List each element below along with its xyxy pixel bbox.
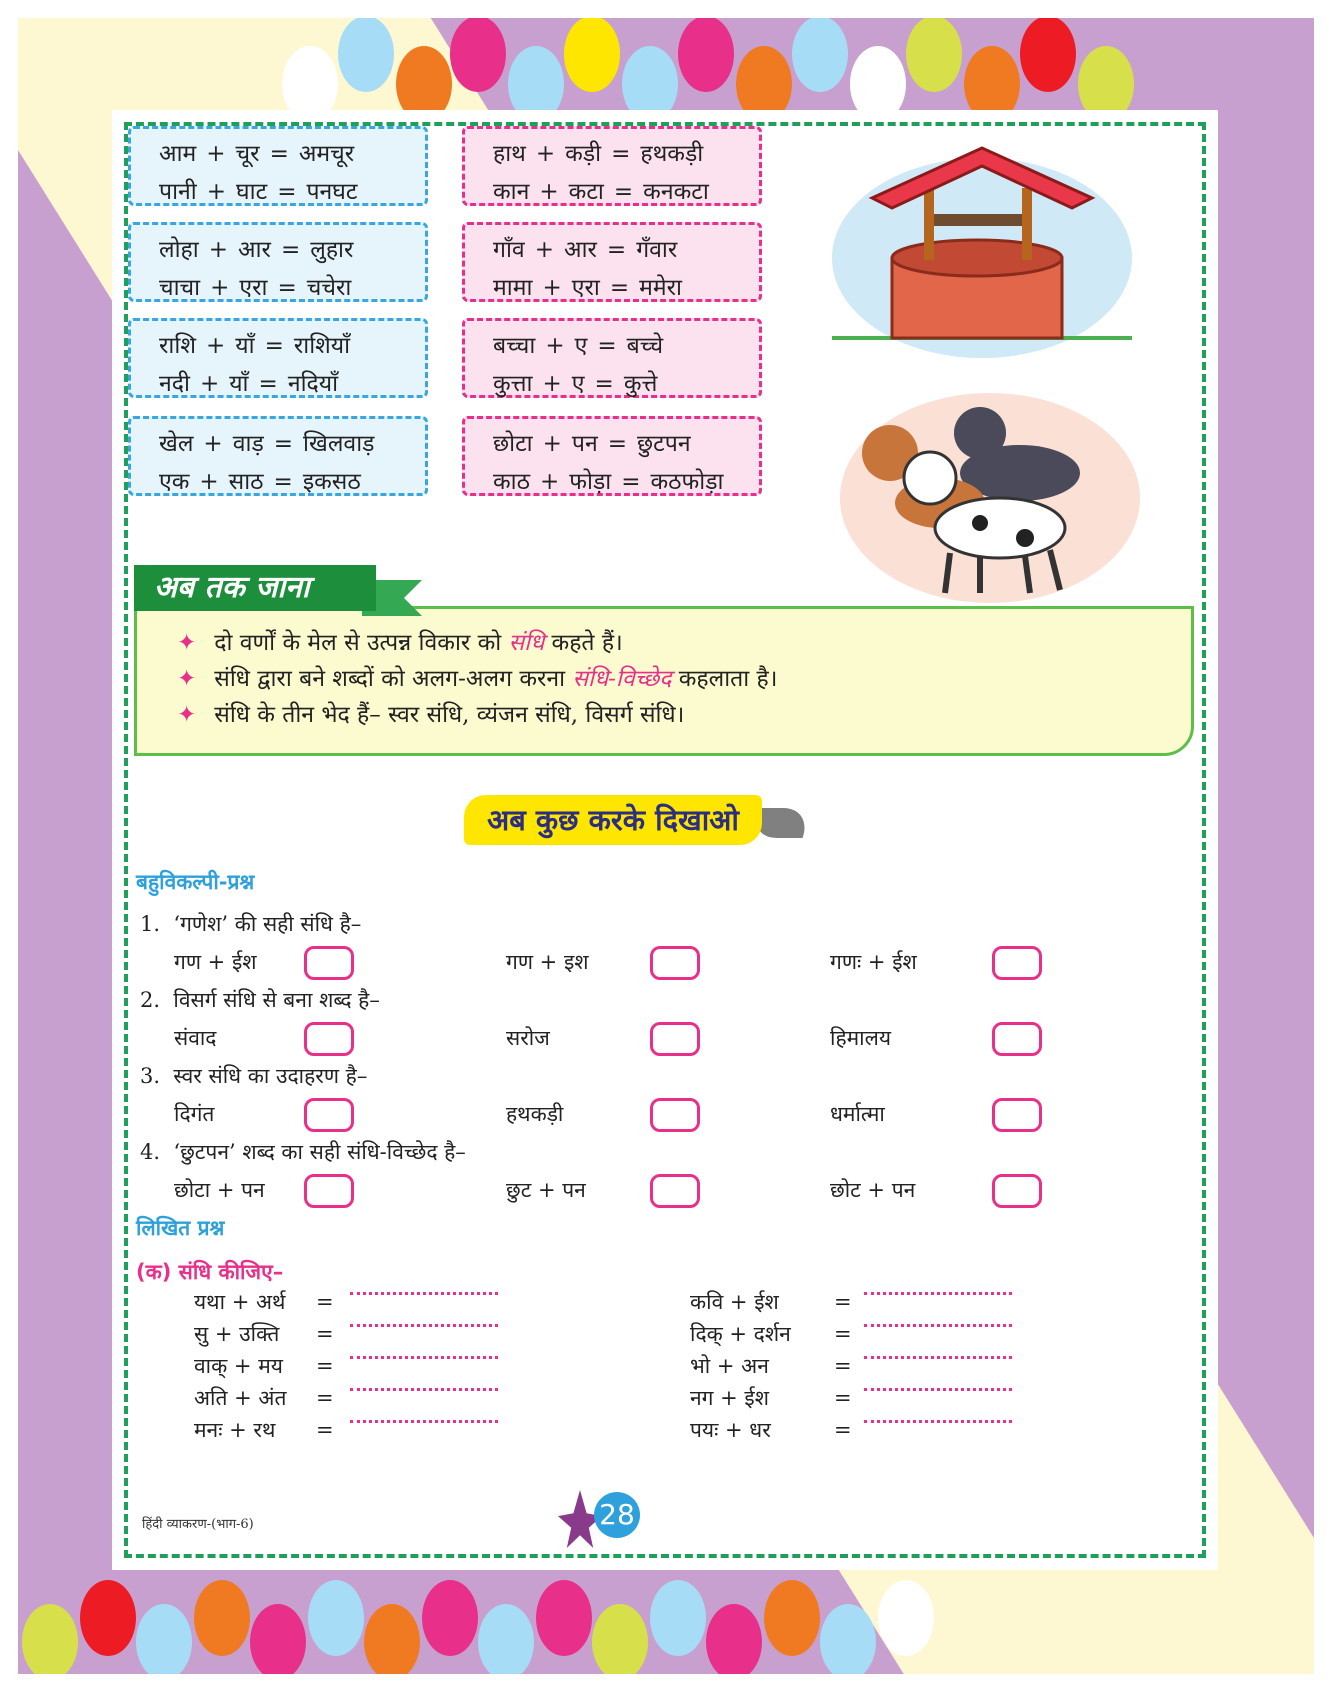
option-label: हथकड़ी — [506, 1102, 564, 1126]
result-word: गँवार — [636, 237, 678, 263]
decor-dot — [364, 1604, 420, 1674]
word-box — [128, 416, 428, 496]
option-label: हिमालय — [830, 1026, 892, 1050]
worksheet-page — [112, 110, 1218, 1570]
answer-box[interactable] — [304, 1098, 354, 1132]
decor-dot — [650, 1580, 706, 1656]
activity-banner: अब कुछ करके दिखाओ — [464, 795, 762, 845]
equals-sign: = — [273, 469, 293, 495]
word-line — [159, 231, 415, 269]
fill-prompt: मनः + रथ — [194, 1418, 276, 1442]
answer-blank[interactable] — [864, 1324, 1012, 1327]
word: पन — [571, 431, 598, 457]
answer-blank[interactable] — [864, 1420, 1012, 1423]
word-line — [159, 365, 415, 403]
recap-box — [134, 606, 1194, 756]
well-rim — [892, 240, 1062, 276]
equals-sign: = — [269, 141, 289, 167]
written-subheading: (क) संधि कीजिए– — [136, 1260, 284, 1284]
result-word: कनकटा — [643, 179, 709, 205]
word: वाड़ — [232, 431, 264, 457]
word-line — [493, 327, 749, 365]
word: कान — [493, 179, 530, 205]
plus-sign: + — [203, 431, 223, 457]
word-line — [493, 463, 749, 501]
question-number: 1. — [140, 912, 161, 936]
recap-title: अब तक जाना — [134, 565, 376, 611]
decor-dot — [478, 1604, 534, 1674]
word-line — [493, 425, 749, 463]
decor-dot — [706, 1604, 762, 1674]
word-box — [128, 222, 428, 302]
word: मामा — [493, 275, 533, 301]
word: बच्चा — [493, 333, 536, 359]
plus-sign: + — [534, 237, 554, 263]
question — [140, 986, 380, 1014]
equals-sign: = — [264, 333, 284, 359]
plus-sign: + — [542, 431, 562, 457]
word: चूर — [235, 141, 260, 167]
answer-box[interactable] — [304, 1174, 354, 1208]
equals-sign: = — [834, 1354, 852, 1378]
equals-sign: = — [597, 333, 617, 359]
option-label: छोटा + पन — [174, 1178, 265, 1202]
equals-sign: = — [273, 431, 294, 457]
result-word: अमचूर — [298, 141, 355, 167]
option-label: छुट + पन — [506, 1178, 586, 1202]
equals-sign: = — [621, 469, 641, 495]
result-word: कुत्ते — [623, 371, 658, 397]
equals-sign: = — [834, 1386, 852, 1410]
star-bullet-icon: ✦ — [177, 702, 197, 728]
plus-sign: + — [542, 275, 562, 301]
decor-dot — [422, 1580, 478, 1656]
answer-box[interactable] — [650, 946, 700, 980]
option-label: दिगंत — [174, 1102, 215, 1126]
equals-sign: = — [280, 237, 301, 263]
word: आर — [238, 237, 271, 263]
equals-sign: = — [316, 1322, 334, 1346]
fill-prompt: कवि + ईश — [690, 1290, 779, 1314]
dog-body-white — [935, 498, 1065, 558]
question-text: विसर्ग संधि से बना शब्द है– — [173, 988, 380, 1012]
decor-dot — [536, 1580, 592, 1656]
word: एरा — [571, 275, 600, 301]
fill-prompt: अति + अंत — [194, 1386, 287, 1410]
decor-dot — [1020, 18, 1076, 92]
mcq-heading: बहुविकल्पी-प्रश्न — [136, 870, 255, 894]
page-number: 28 — [594, 1492, 640, 1538]
word: चाचा — [159, 275, 201, 301]
well-post — [1022, 188, 1032, 260]
word-line — [493, 135, 749, 173]
equals-sign: = — [316, 1386, 334, 1410]
equals-sign: = — [607, 431, 628, 457]
decor-dot — [820, 1604, 876, 1674]
equals-sign: = — [316, 1290, 334, 1314]
option-label: गण + इश — [506, 950, 589, 974]
star-bullet-icon: ✦ — [177, 666, 197, 692]
word-box — [462, 318, 762, 398]
plus-sign: + — [199, 469, 219, 495]
decor-dot — [764, 1580, 820, 1656]
decor-dot — [308, 1580, 364, 1656]
word-box — [462, 416, 762, 496]
option-label: छोट + पन — [830, 1178, 916, 1202]
decor-dot — [80, 1580, 136, 1656]
decor-dot — [592, 1604, 648, 1674]
recap-text: कहलाता है। — [678, 666, 778, 692]
recap-text: संधि द्वारा बने शब्दों को अलग-अलग करना — [214, 666, 566, 692]
word: खेल — [159, 431, 194, 457]
result-word: हथकड़ी — [640, 141, 704, 167]
answer-blank[interactable] — [350, 1388, 498, 1391]
answer-box[interactable] — [992, 946, 1042, 980]
decor-dot — [878, 1580, 934, 1656]
answer-box[interactable] — [992, 1022, 1042, 1056]
word: नदी — [159, 371, 190, 397]
answer-blank[interactable] — [864, 1292, 1012, 1295]
word: छोटा — [493, 431, 533, 457]
result-word: चचेरा — [306, 275, 352, 301]
fill-prompt: दिक् + दर्शन — [690, 1322, 791, 1346]
well-post — [924, 188, 934, 260]
book-title: हिंदी व्याकरण-(भाग-6) — [142, 1517, 254, 1532]
fill-prompt: नग + ईश — [690, 1386, 770, 1410]
fill-prompt: यथा + अर्थ — [194, 1290, 286, 1314]
equals-sign: = — [316, 1418, 334, 1442]
answer-blank[interactable] — [864, 1356, 1012, 1359]
answer-box[interactable] — [304, 1022, 354, 1056]
equals-sign: = — [594, 371, 614, 397]
word-box — [462, 222, 762, 302]
answer-box[interactable] — [650, 1174, 700, 1208]
answer-box[interactable] — [992, 1174, 1042, 1208]
recap-term: संधि — [508, 630, 545, 656]
answer-blank[interactable] — [864, 1388, 1012, 1391]
equals-sign: = — [277, 275, 297, 301]
word-line — [159, 425, 415, 463]
equals-sign: = — [611, 141, 631, 167]
question-number: 4. — [140, 1140, 161, 1164]
star-bullet-icon: ✦ — [177, 630, 197, 656]
decor-dot — [678, 18, 734, 92]
option-label: गणः + ईश — [830, 950, 917, 974]
word-line — [159, 327, 415, 365]
question-number: 3. — [140, 1064, 161, 1088]
result-word: खिलवाड़ — [303, 431, 375, 457]
word: साठ — [228, 469, 264, 495]
equals-sign: = — [834, 1322, 852, 1346]
word: लोहा — [159, 237, 199, 263]
word: एक — [159, 469, 190, 495]
fill-prompt: सु + उक्ति — [194, 1322, 280, 1346]
word: घाट — [236, 179, 268, 205]
recap-point — [177, 697, 684, 729]
dog-head-gray — [954, 407, 1006, 459]
word-box — [128, 126, 428, 206]
answer-box[interactable] — [992, 1098, 1042, 1132]
word: राशि — [159, 333, 196, 359]
equals-sign: = — [834, 1290, 852, 1314]
word-box — [128, 318, 428, 398]
word-line — [493, 269, 749, 307]
result-word: कठफोड़ा — [650, 469, 724, 495]
option-label: सरोज — [506, 1026, 550, 1050]
plus-sign: + — [205, 333, 226, 359]
decor-dot — [22, 1604, 78, 1674]
word: कड़ी — [565, 141, 602, 167]
question-text: ‘छुटपन’ शब्द का सही संधि-विच्छेद है– — [173, 1140, 466, 1164]
plus-sign: + — [545, 333, 565, 359]
equals-sign: = — [316, 1354, 334, 1378]
plus-sign: + — [539, 179, 559, 205]
equals-sign: = — [277, 179, 297, 205]
well-roller — [934, 214, 1022, 226]
plus-sign: + — [208, 237, 229, 263]
word: एरा — [239, 275, 268, 301]
equals-sign: = — [606, 237, 627, 263]
word-line — [493, 365, 749, 403]
word: आर — [563, 237, 597, 263]
answer-box[interactable] — [650, 1098, 700, 1132]
recap-text: संधि के तीन भेद हैं– स्वर संधि, व्यंजन संधि, विसर्ग संधि। — [214, 702, 685, 728]
plus-sign: + — [535, 141, 556, 167]
question-text: ‘गणेश’ की सही संधि है– — [173, 912, 362, 936]
word: पानी — [159, 179, 197, 205]
dog-spot — [972, 515, 988, 531]
word: फोड़ा — [569, 469, 612, 495]
fill-prompt: भो + अन — [690, 1354, 769, 1378]
plus-sign: + — [206, 179, 227, 205]
word: गाँव — [493, 237, 525, 263]
word: काठ — [493, 469, 530, 495]
decor-dot — [906, 18, 962, 92]
result-word: ममेरा — [639, 275, 682, 301]
plus-sign: + — [199, 371, 220, 397]
plus-sign: + — [210, 275, 230, 301]
result-word: छुटपन — [637, 431, 691, 457]
plus-sign: + — [542, 371, 562, 397]
result-word: राशियाँ — [293, 333, 351, 359]
word-line — [159, 269, 415, 307]
word-box — [462, 126, 762, 206]
answer-box[interactable] — [304, 946, 354, 980]
written-heading: लिखित प्रश्न — [136, 1216, 225, 1240]
plus-sign: + — [539, 469, 560, 495]
option-label: संवाद — [174, 1026, 217, 1050]
equals-sign: = — [609, 275, 630, 301]
word-line — [159, 173, 415, 211]
question — [140, 1062, 367, 1090]
recap-point — [177, 625, 623, 657]
option-label: गण + ईश — [174, 950, 257, 974]
question-text: स्वर संधि का उदाहरण है– — [173, 1064, 368, 1088]
decor-dot — [792, 18, 848, 92]
question — [140, 1138, 466, 1166]
recap-term: संधि-विच्छेद — [572, 666, 672, 692]
word: हाथ — [493, 141, 526, 167]
decor-dot — [338, 18, 394, 92]
dog-spot — [1016, 529, 1034, 547]
recap-text: कहते हैं। — [551, 630, 623, 656]
result-word: इकसठ — [302, 469, 361, 495]
option-label: धर्मात्मा — [830, 1102, 885, 1126]
question-number: 2. — [140, 988, 161, 1012]
word: कटा — [568, 179, 604, 205]
result-word: लुहार — [310, 237, 354, 263]
answer-blank[interactable] — [350, 1356, 498, 1359]
decor-dot — [194, 1580, 250, 1656]
equals-sign: = — [613, 179, 634, 205]
dog-head-white — [904, 452, 956, 504]
fill-prompt: पयः + धर — [690, 1418, 771, 1442]
word: याँ — [235, 333, 255, 359]
word: कुत्ता — [493, 371, 533, 397]
word-line — [493, 173, 749, 211]
decor-dot — [250, 1604, 306, 1674]
fill-prompt: वाक् + मय — [194, 1354, 283, 1378]
equals-sign: = — [834, 1418, 852, 1442]
decor-dot — [136, 1604, 192, 1674]
result-word: बच्चे — [626, 333, 664, 359]
word-line — [493, 231, 749, 269]
recap-point — [177, 661, 777, 693]
dogs-illustration — [830, 378, 1140, 608]
word: ए — [571, 371, 585, 397]
result-word: पनघट — [306, 179, 358, 205]
result-word: नदियाँ — [287, 371, 339, 397]
well-illustration — [832, 138, 1132, 368]
word-line — [159, 463, 415, 501]
word-line — [159, 135, 415, 173]
answer-blank[interactable] — [350, 1420, 498, 1423]
decor-dot — [564, 18, 620, 92]
answer-blank[interactable] — [350, 1292, 498, 1295]
word: आम — [159, 141, 197, 167]
decor-dot — [450, 18, 506, 92]
answer-box[interactable] — [650, 1022, 700, 1056]
recap-text: दो वर्णों के मेल से उत्पन्न विकार को — [214, 630, 502, 656]
plus-sign: + — [206, 141, 226, 167]
word: ए — [574, 333, 588, 359]
word: याँ — [229, 371, 249, 397]
answer-blank[interactable] — [350, 1324, 498, 1327]
equals-sign: = — [258, 371, 278, 397]
question — [140, 910, 361, 938]
